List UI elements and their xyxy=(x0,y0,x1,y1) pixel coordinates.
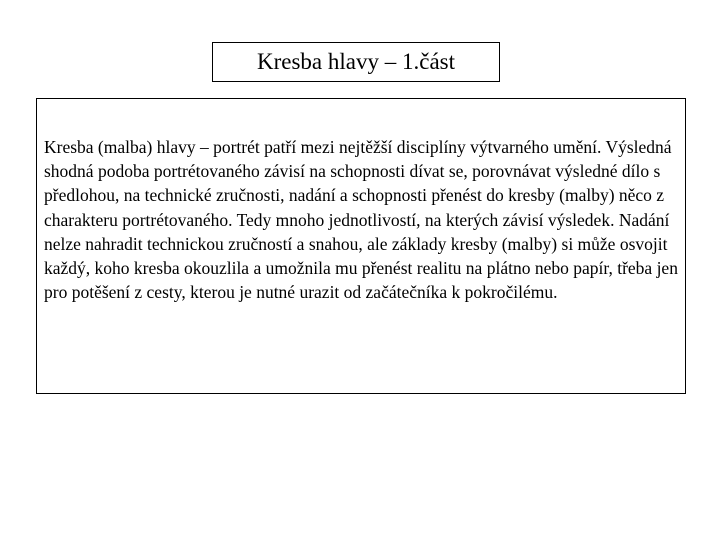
slide-title-box xyxy=(212,42,500,82)
slide-body-text: Kresba (malba) hlavy – portrét patří mezi nejtěžší disciplíny výtvarného umění. Výsledná shodná podoba portrétovaného závisí na schopnosti dívat se, porovnávat výsledné dílo s předlohou, na technické zručnosti, nadání a schopnosti přenést do kresby (malby) něco z charakteru portrétovaného. Tedy mnoho jednotlivostí, na kterých závisí výsledek. Nadání nelze nahradit technickou zručností a snahou, ale základy kresby (malby) si může osvojit každý, koho kresba okouzlila a umožnila mu přenést realitu na plátno nebo papír, třeba jen pro potěšení z cesty, kterou je nutné urazit od začátečníka k pokročilému. xyxy=(44,137,678,303)
slide-title: Kresba hlavy – 1.část xyxy=(257,49,455,74)
slide-body-box xyxy=(36,98,686,394)
